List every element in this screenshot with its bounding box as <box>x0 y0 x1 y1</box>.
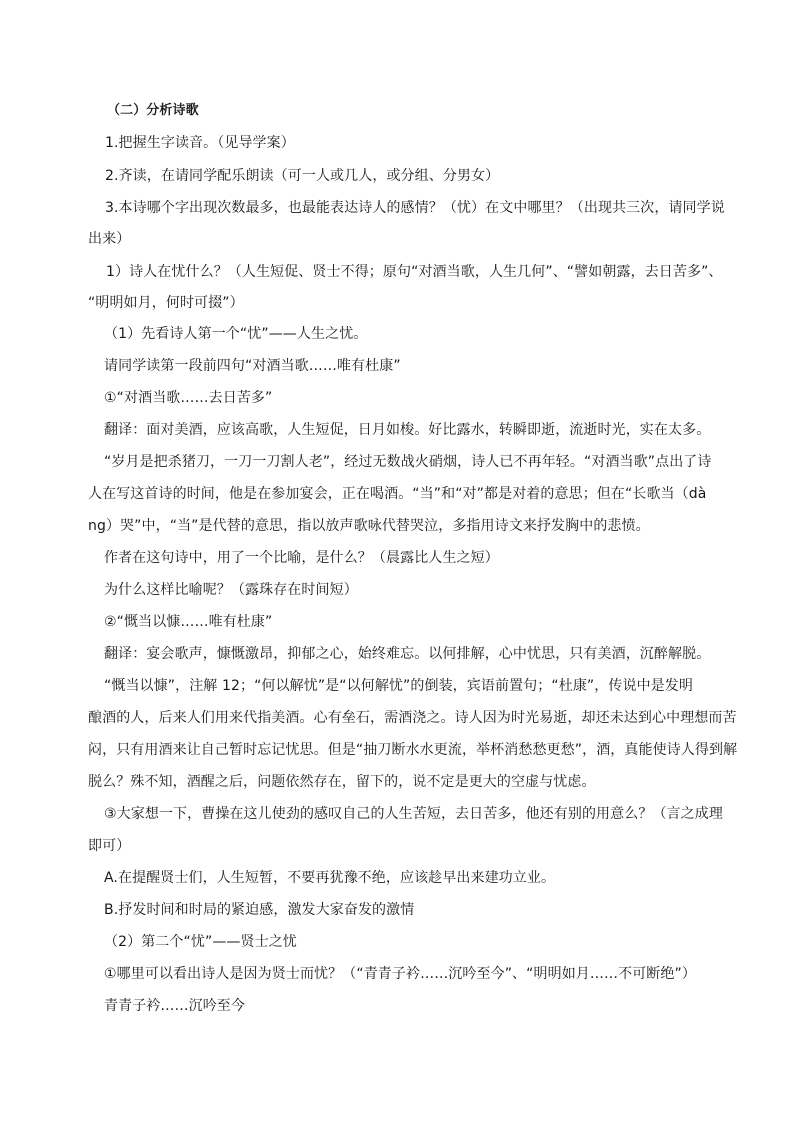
paragraph-line: 出来） <box>88 231 131 247</box>
paragraph-line: ①“对酒当歌……去日苦多” <box>104 390 273 406</box>
paragraph-line: 3.本诗哪个字出现次数最多，也最能表达诗人的感情？（忧）在文中哪里？（出现共三次，请同学说 <box>105 200 725 216</box>
paragraph-line: （2）第二个“忧”——贤士之忧 <box>104 934 297 950</box>
paragraph-line: ①哪里可以看出诗人是因为贤士而忧？（“青青子衿……沉吟至今”、“明明如月……不可断绝”） <box>104 966 696 982</box>
paragraph-line: 翻译：宴会歌声，慷慨激昂，抑郁之心，始终难忘。以何排解，心中忧思，只有美酒，沉醉解脱。 <box>104 646 711 662</box>
paragraph-line: ng）哭”中，“当”是代替的意思，指以放声歌咏代替哭泣，多指用诗文来抒发胸中的悲愤。 <box>88 518 650 534</box>
paragraph-line: 1）诗人在忧什么？（人生短促、贤士不得；原句“对酒当歌，人生几何”、“譬如朝露，去日苦多”、 <box>106 264 723 280</box>
paragraph-line: 酿酒的人，后来人们用来代指美酒。心有垒石，需酒浇之。诗人因为时光易逝，却还未达到心中理想而苦 <box>88 710 737 726</box>
paragraph-line: “明明如月，何时可掇”） <box>88 295 244 311</box>
paragraph-line: 闷，只有用酒来让自己暂时忘记忧思。但是“抽刀断水水更流，举杯消愁愁更愁”，酒，真能使诗人得到解 <box>88 742 738 758</box>
paragraph-line: 人在写这首诗的时间，他是在参加宴会，正在喝酒。“当”和“对”都是对着的意思；但在“长歌当（dà <box>88 486 707 502</box>
paragraph-line: ③大家想一下，曹操在这儿使劲的感叹自己的人生苦短，去日苦多，他还有别的用意么？（言之成理 <box>104 806 723 822</box>
paragraph-line: 即可） <box>88 838 131 854</box>
paragraph-line: 青青子衿……沉吟至今 <box>104 998 245 1014</box>
paragraph-line: （1）先看诗人第一个“忧”——人生之忧。 <box>104 326 368 342</box>
paragraph-line: A.在提醒贤士们，人生短暂，不要再犹豫不绝，应该趁早出来建功立业。 <box>104 870 556 886</box>
paragraph-line: 2.齐读，在请同学配乐朗读（可一人或几人，或分组、分男女） <box>105 168 500 184</box>
section-heading: （二）分析诗歌 <box>107 103 199 118</box>
paragraph-line: B.抒发时间和时局的紧迫感，激发大家奋发的激情 <box>104 902 415 918</box>
paragraph-line: “慨当以慷”，注解 12；“何以解忧”是“以何解忧”的倒装，宾语前置句；“杜康”，传说中是发明 <box>104 678 693 694</box>
paragraph-line: 为什么这样比喻呢？（露珠存在时间短） <box>104 582 358 598</box>
paragraph-line: 脱么？殊不知，酒醒之后，问题依然存在，留下的，说不定是更大的空虚与忧虑。 <box>88 774 596 790</box>
paragraph-line: 请同学读第一段前四句“对酒当歌……唯有杜康” <box>104 358 401 374</box>
paragraph-line: 作者在这句诗中，用了一个比喻，是什么？（晨露比人生之短） <box>104 550 499 566</box>
paragraph-line: 1.把握生字读音。（见导学案） <box>105 135 295 151</box>
paragraph-line: ②“慨当以慷……唯有杜康” <box>104 614 273 630</box>
paragraph-line: “岁月是把杀猪刀，一刀一刀割人老”，经过无数战火硝烟，诗人已不再年轻。“对酒当歌”点出了诗 <box>104 454 712 470</box>
paragraph-line: 翻译：面对美酒，应该高歌，人生短促，日月如梭。好比露水，转瞬即逝，流逝时光，实在太多。 <box>104 422 711 438</box>
